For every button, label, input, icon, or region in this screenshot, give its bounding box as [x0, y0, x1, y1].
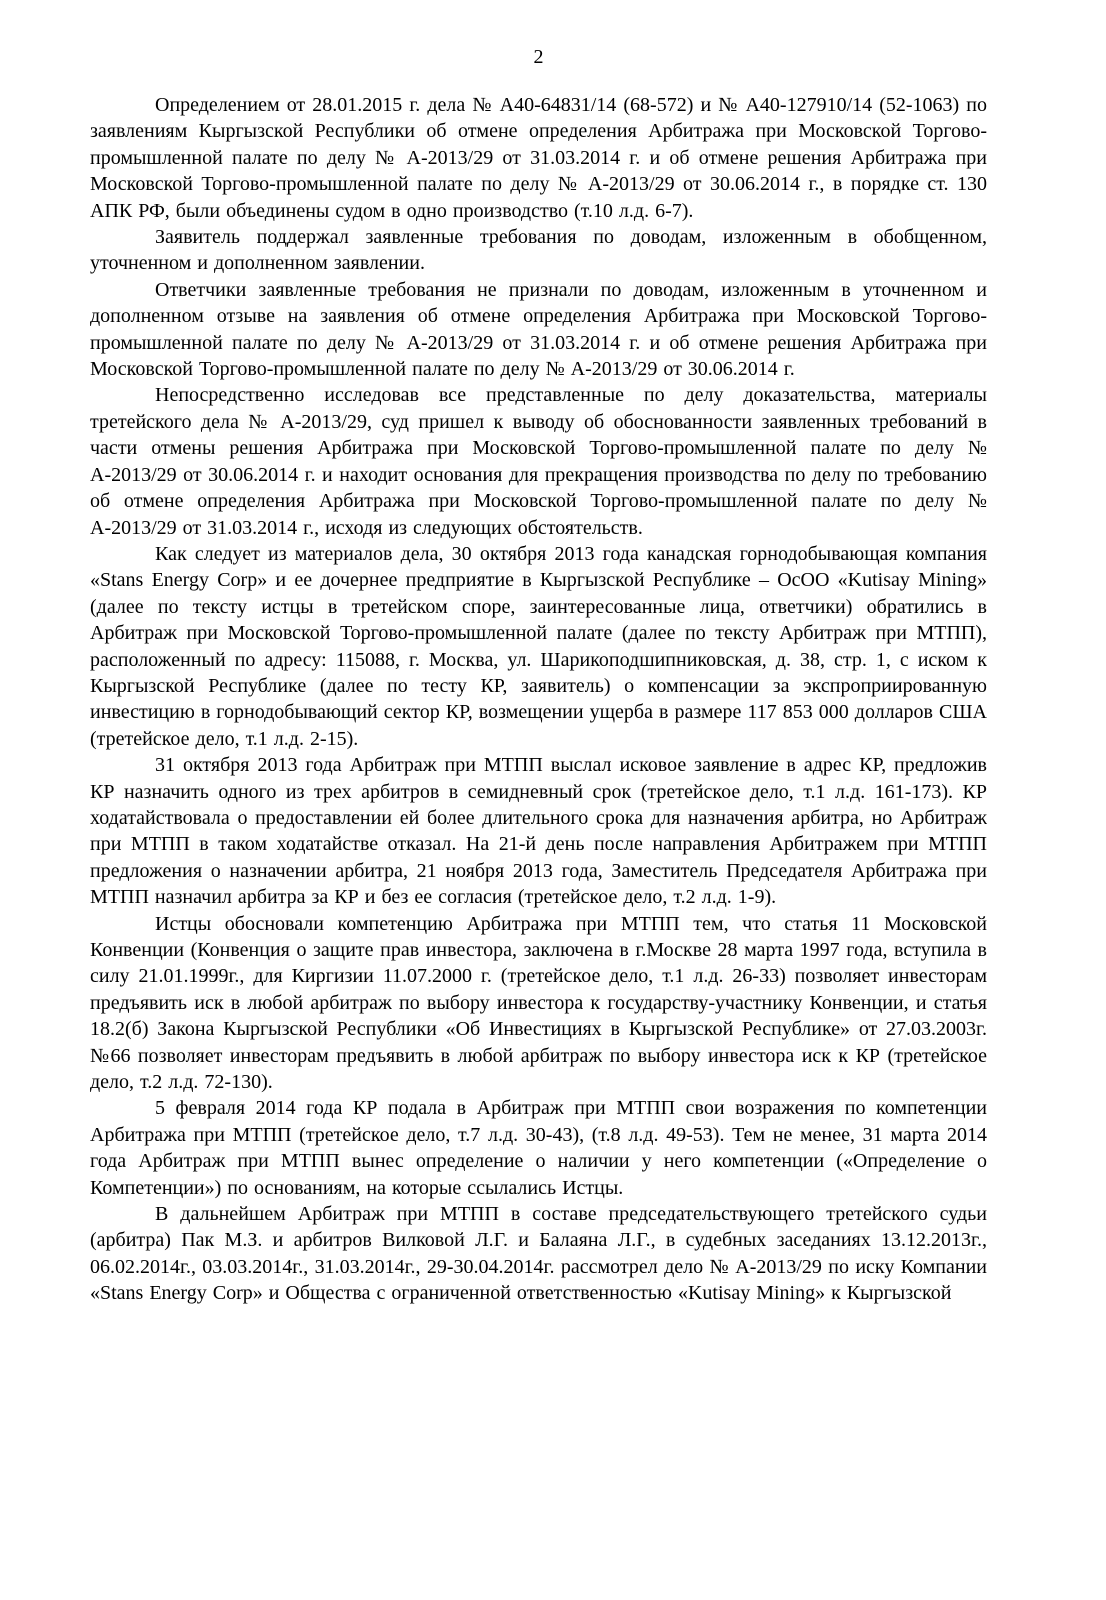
paragraph: Истцы обосновали компетенцию Арбитража при МТПП тем, что статья 11 Московской Конвенции (Конвенция о защите прав инвестора, заключена в г.Москве 28 марта 1997 года, вступила в силу 21.01.1999г., для Киргизии 11.07.2000 г. (третейское дело, т.1 л.д. 26-33) позволяет инвесторам предъявить иск в любой арбитраж по выбору инвестора к государству-участнику Конвенции, и статья 18.2(б) Закона Кыргызской Республики «Об Инвестициях в Кыргызской Республике» от 27.03.2003г. №66 позволяет инвесторам предъявить в любой арбитраж по выбору инвестора иск к КР (третейское дело, т.2 л.д. 72-130).: [90, 912, 987, 1094]
paragraph: Заявитель поддержал заявленные требования по доводам, изложенным в обобщенном, уточненном и дополненном заявлении.: [90, 226, 987, 275]
paragraph: Непосредственно исследовав все представленные по делу доказательства, материалы третейского дела № А-2013/29, суд пришел к выводу об обоснованности заявленных требований в части отмены решения Арбитража при Московской Торгово-промышленной палате по делу № А-2013/29 от 30.06.2014 г. и находит основания для прекращения производства по делу по требованию об отмене определения Арбитража при Московской Торгово-промышленной палате по делу № А-2013/29 от 31.03.2014 г., исходя из следующих обстоятельств.: [90, 384, 987, 539]
paragraph: В дальнейшем Арбитраж при МТПП в составе председательствующего третейского судьи (арбитра) Пак М.З. и арбитров Вилковой Л.Г. и Балаяна Л.Г., в судебных заседаниях 13.12.2013г., 06.02.2014г., 03.03.2014г., 31.03.2014г., 29-30.04.2014г. рассмотрел дело № А-2013/29 по иску Компании «Stans Energy Corp» и Общества с ограниченной ответственностью «Kutisay Mining» к Кыргызской: [90, 1203, 987, 1305]
document-body: [90, 92, 987, 1307]
paragraph: Ответчики заявленные требования не признали по доводам, изложенным в уточненном и дополненном отзыве на заявления об отмене определения Арбитража при Московской Торгово-промышленной палате по делу № А-2013/29 от 31.03.2014 г. и об отмене решения Арбитража при Московской Торгово-промышленной палате по делу № А-2013/29 от 30.06.2014 г.: [90, 278, 987, 381]
paragraph: Как следует из материалов дела, 30 октября 2013 года канадская горнодобывающая компания «Stans Energy Corp» и ее дочернее предприятие в Кыргызской Республике – ОсОО «Kutisay Mining» (далее по тексту истцы в третейском споре, заинтересованные лица, ответчики) обратились в Арбитраж при Московской Торгово-промышленной палате (далее по тексту Арбитраж при МТПП), расположенный по адресу: 115088, г. Москва, ул. Шарикоподшипниковская, д. 38, стр. 1, с иском к Кыргызской Республике (далее по тесту КР, заявитель) о компенсации за экспроприированную инвестицию в горнодобывающий сектор КР, возмещении ущерба в размере 117 853 000 долларов США (третейское дело, т.1 л.д. 2-15).: [90, 542, 987, 750]
paragraph: 5 февраля 2014 года КР подала в Арбитраж при МТПП свои возражения по компетенции Арбитража при МТПП (третейское дело, т.7 л.д. 30-43), (т.8 л.д. 49-53). Тем не менее, 31 марта 2014 года Арбитраж при МТПП вынес определение о наличии у него компетенции («Определение о Компетенции») по основаниям, на которые ссылались Истцы.: [90, 1097, 987, 1199]
paragraph: Определением от 28.01.2015 г. дела № А40-64831/14 (68-572) и № А40-127910/14 (52-1063) по заявлениям Кыргызской Республики об отмене определения Арбитража при Московской Торгово-промышленной палате по делу № А-2013/29 от 31.03.2014 г. и об отмене решения Арбитража при Московской Торгово-промышленной палате по делу № А-2013/29 от 30.06.2014 г., в порядке ст. 130 АПК РФ, были объединены судом в одно производство (т.10 л.д. 6-7).: [90, 94, 987, 222]
page-number: 2: [533, 46, 544, 68]
paragraph: 31 октября 2013 года Арбитраж при МТПП выслал исковое заявление в адрес КР, предложив КР назначить одного из трех арбитров в семидневный срок (третейское дело, т.1 л.д. 161-173). КР ходатайствовала о предоставлении ей более длительного срока для назначения арбитра, но Арбитраж при МТПП в таком ходатайстве отказал. На 21-й день после направления Арбитражем при МТПП предложения о назначении арбитра, 21 ноября 2013 года, Заместитель Председателя Арбитража при МТПП назначил арбитра за КР и без ее согласия (третейское дело, т.2 л.д. 1-9).: [90, 754, 987, 909]
